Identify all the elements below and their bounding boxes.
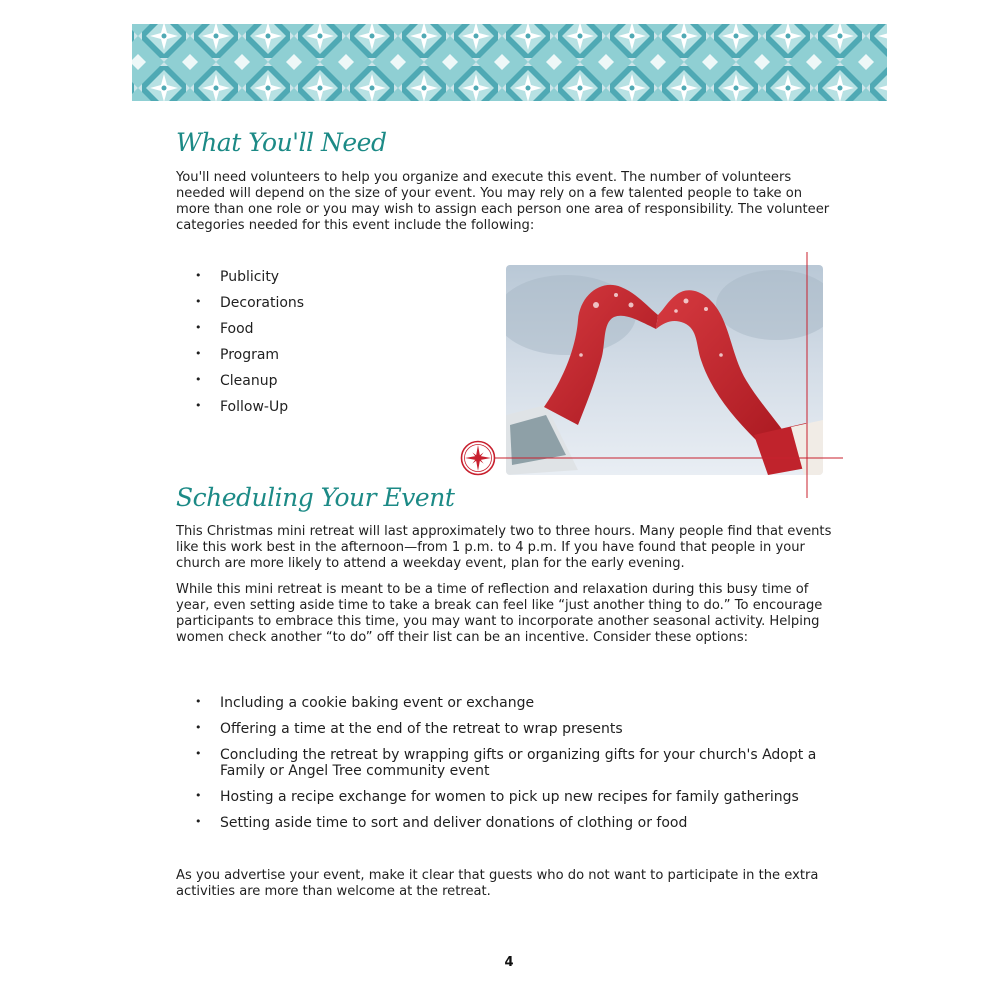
list-item: • Follow-Up xyxy=(195,399,304,425)
list-item: • Cleanup xyxy=(195,373,304,399)
list-item: • Setting aside time to sort and deliver donations of clothing or food xyxy=(195,815,825,831)
list-item: • Hosting a recipe exchange for women to pick up new recipes for family gatherings xyxy=(195,789,825,805)
schedule-paragraph-1: This Christmas mini retreat will last approximately two to three hours. Many people find that events like this work best in the afternoon—from 1 p.m. to 4 p.m. If you have found that people in your church are more likely to attend a weekday event, plan for the early evening. xyxy=(176,524,832,571)
schedule-paragraph-2: While this mini retreat is meant to be a time of reflection and relaxation during this busy time of year, even setting aside time to take a break can feel like “just another thing to do.” To encourage participants to embrace this time, you may want to incorporate another seasonal activity. Helping women check another “to do” off their list can be an incentive. Consider these options: xyxy=(176,582,823,645)
volunteer-categories-list xyxy=(195,269,304,425)
compass-star-icon xyxy=(460,440,496,476)
decorative-banner xyxy=(132,24,887,101)
list-item: • Decorations xyxy=(195,295,304,321)
list-item: • Program xyxy=(195,347,304,373)
section-heading-scheduling: Scheduling Your Event xyxy=(176,483,455,512)
list-item: • Offering a time at the end of the retreat to wrap presents xyxy=(195,721,825,737)
list-item: • Food xyxy=(195,321,304,347)
mittens-heart-photo xyxy=(506,265,823,475)
list-item: • Concluding the retreat by wrapping gifts or organizing gifts for your church's Adopt a Family or Angel Tree community event xyxy=(195,747,825,779)
volunteers-intro-paragraph: You'll need volunteers to help you organize and execute this event. The number of volunteers needed will depend on the size of your event. You may rely on a few talented people to take on more than one role or you may wish to assign each person one area of responsibility. The volunteer categories needed for this event include the following: xyxy=(176,170,830,233)
list-item: • Publicity xyxy=(195,269,304,295)
page-number: 4 xyxy=(504,955,514,970)
list-item: • Including a cookie baking event or exchange xyxy=(195,695,825,711)
section-heading-what-youll-need: What You'll Need xyxy=(176,128,387,157)
activity-options-list xyxy=(195,695,825,841)
closing-paragraph: As you advertise your event, make it clear that guests who do not want to participate in the extra activities are more than welcome at the retreat. xyxy=(176,868,819,899)
